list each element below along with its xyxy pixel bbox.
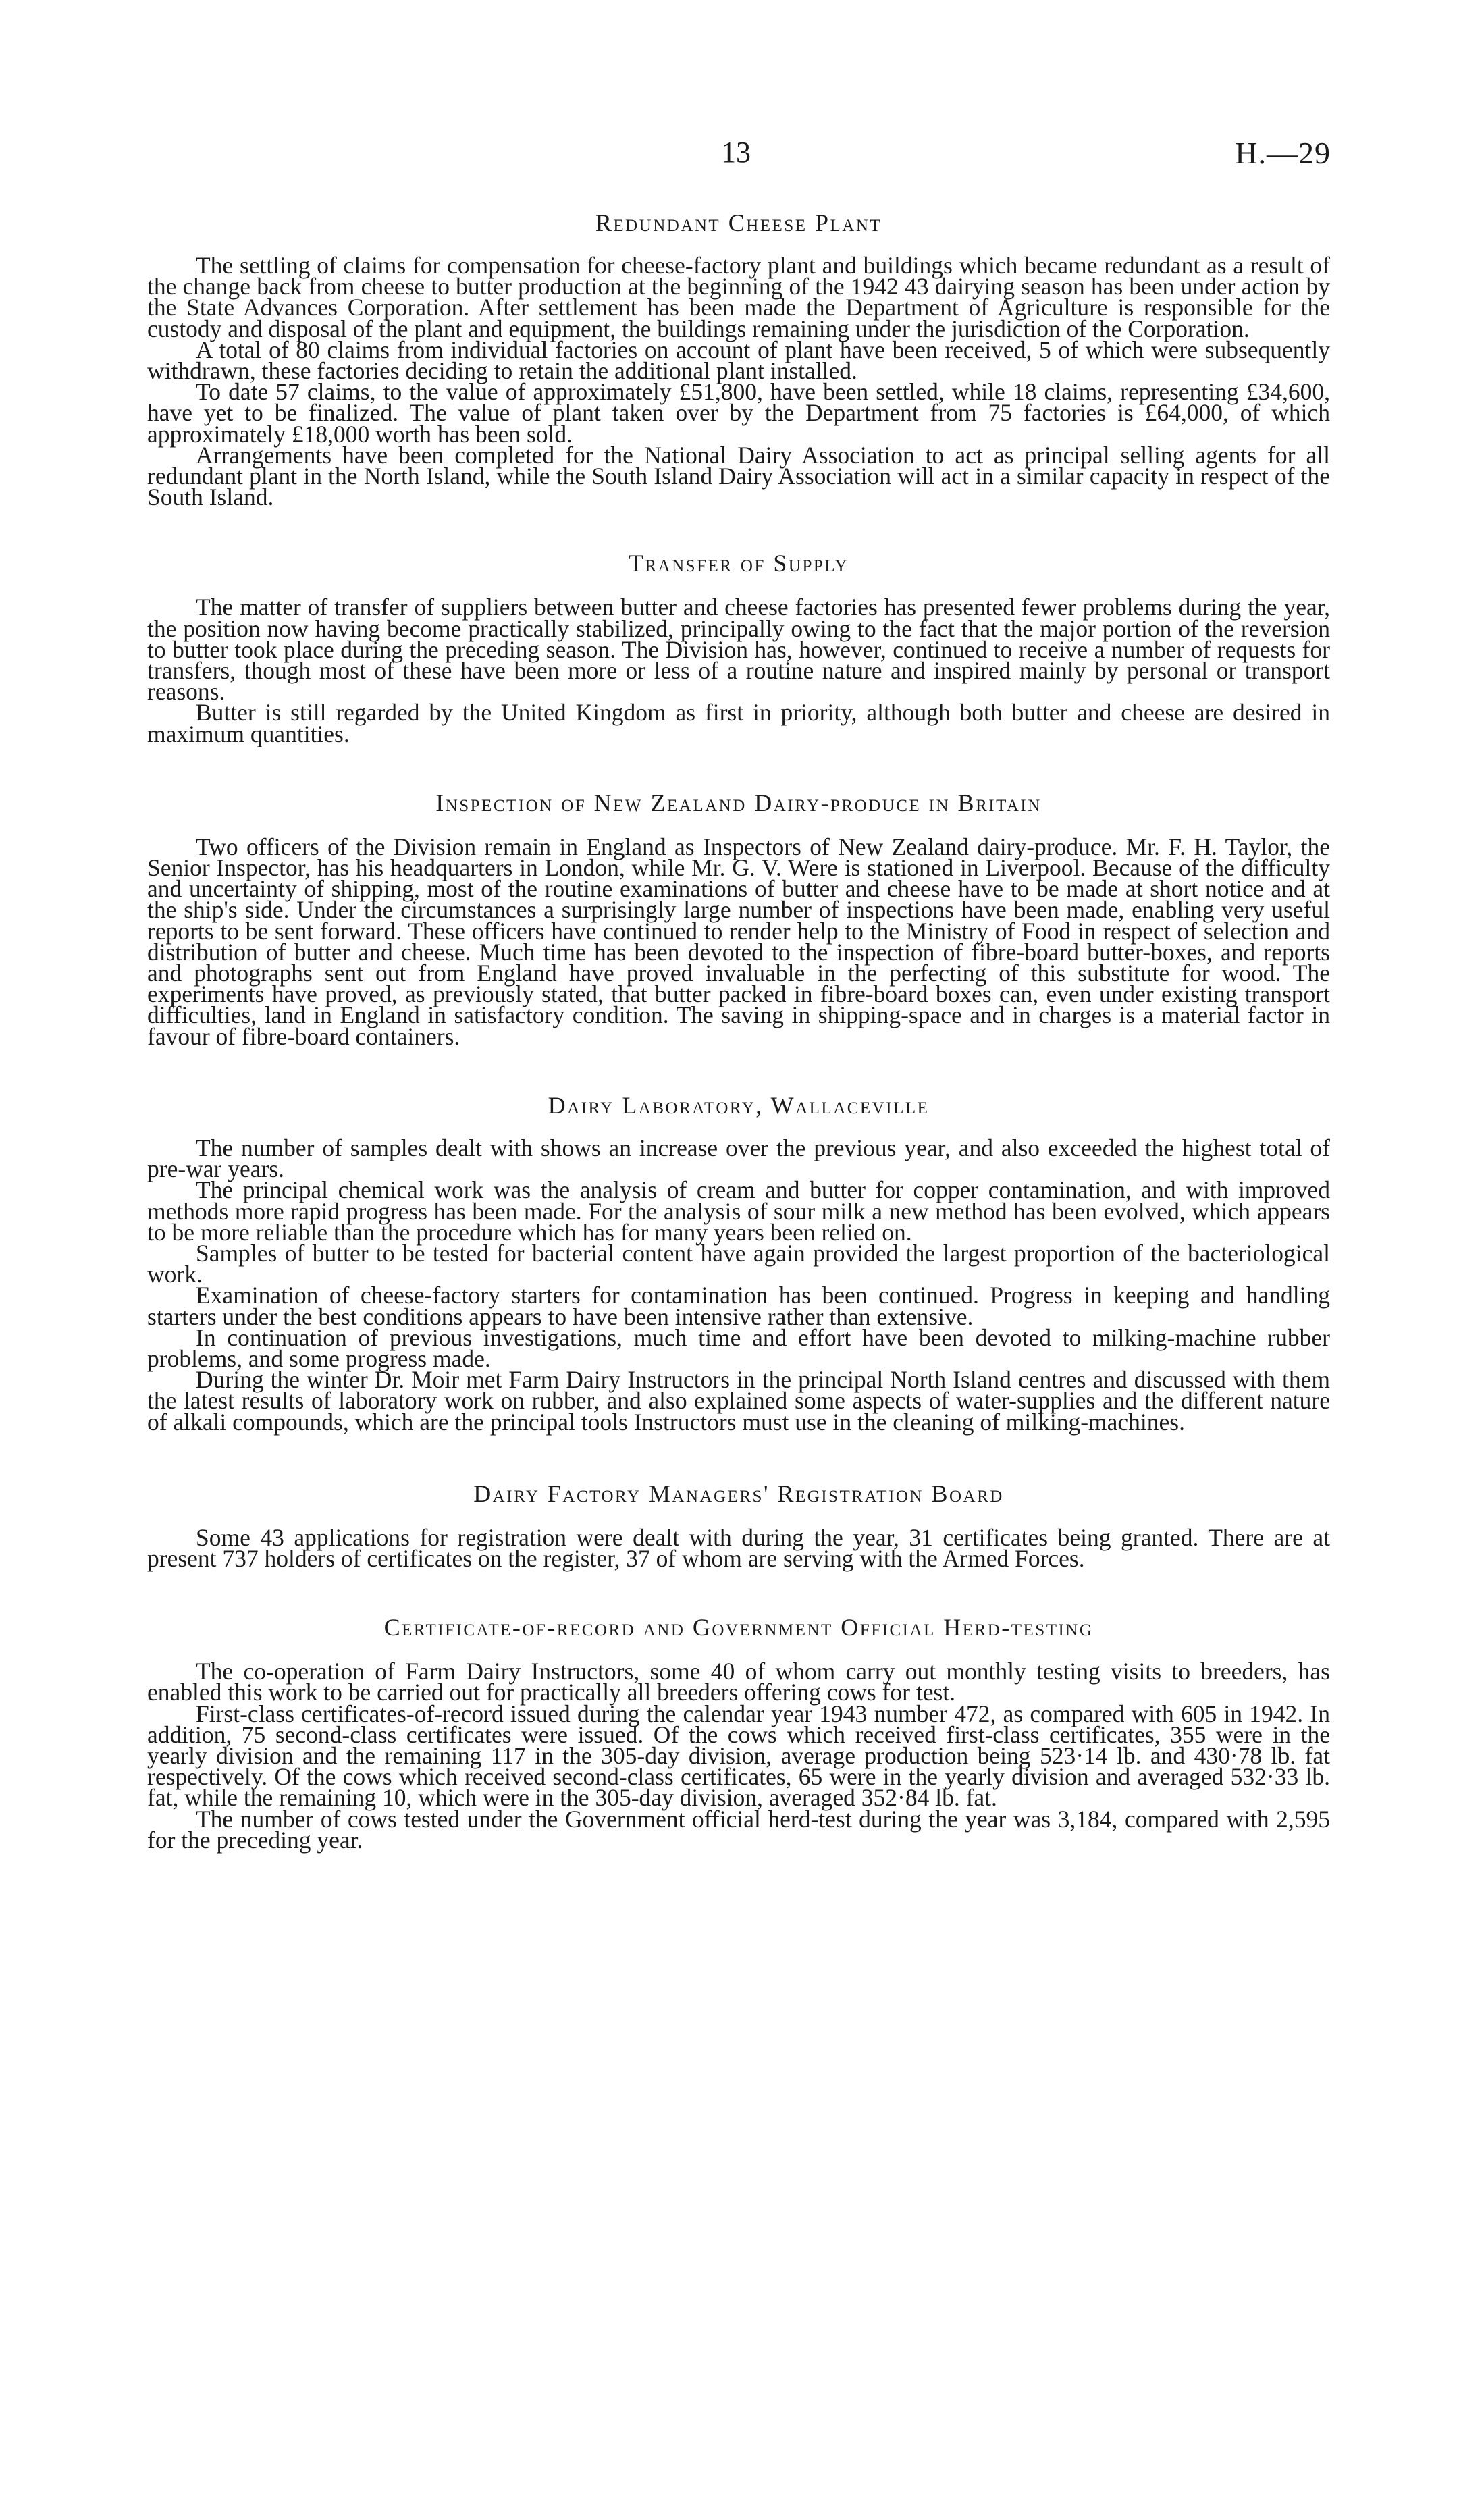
section-heading: Redundant Cheese Plant [595,209,882,236]
section-heading: Certificate-of-record and Government Official Herd-testing [383,1614,1094,1642]
paragraph: The settling of claims for compensation for cheese-factory plant and buildings which became redundant as a result of the change back from cheese to butter production at the beginning of the 1942 43 dairying season has been under action by the State Advances Corporation. After settlement has been made the Department of Agriculture is responsible for the custody and disposal of the plant and equipment, the buildings remaining under the jurisdiction of the Corporation. [147,252,1330,342]
section-heading: Dairy Laboratory, Wallaceville [548,1091,930,1119]
paragraph: Samples of butter to be tested for bacterial content have again provided the largest proportion of the bacteriological work. [147,1239,1330,1288]
paragraph: A total of 80 claims from individual factories on account of plant have been received, 5 of which were subsequently withdrawn, these factories deciding to retain the additional plant installed. [147,336,1330,385]
section-redundant-cheese-plant [147,209,1330,511]
section-registration-board [147,1479,1330,1572]
page-number: 13 [721,136,751,169]
document-reference: H.—29 [1235,136,1331,170]
paragraph: The co-operation of Farm Dairy Instructors, some 40 of whom carry out monthly testing visits to breeders, has enabled this work to be carried out for practically all breeders offering cows for test. [147,1658,1330,1706]
paragraph: The number of samples dealt with shows an increase over the previous year, and also exceeded the highest total of pre-war years. [147,1134,1330,1183]
paragraph: Arrangements have been completed for the National Dairy Association to act as principal selling agents for all redundant plant in the North Island, while the South Island Dairy Association will act in a similar capacity in respect of the South Island. [147,441,1330,511]
paragraph: Two officers of the Division remain in England as Inspectors of New Zealand dairy-produce. Mr. F. H. Taylor, the Senior Inspector, has his headquarters in London, while Mr. G. V. Were is stationed in Liverpool. Because of the difficulty and uncertainty of shipping, most of the routine examinations of butter and cheese have to be made at short notice and at the ship's side. Under the circumstances a surprisingly large number of inspections have been made, enabling very useful reports to be sent forward. These officers have continued to render help to the Ministry of Food in respect of selection and distribution of butter and cheese. Much time has been devoted to the inspection of fibre-board butter-boxes, and reports and photographs sent out from England have proved invaluable in the perfecting of this substitute for wood. The experiments have proved, as previously stated, that butter packed in fibre-board boxes can, even under existing transport difficulties, land in England in satisfactory condition. The saving in shipping-space and in charges is a material factor in favour of fibre-board containers. [147,833,1330,1050]
paragraph: Examination of cheese-factory starters for contamination has been continued. Progress in keeping and handling starters under the best conditions appears to have been intensive rather than extensive. [147,1282,1330,1330]
section-inspection-in-britain [147,789,1330,1050]
section-heading: Transfer of Supply [628,550,849,577]
paragraph: Butter is still regarded by the United Kingdom as first in priority, although both butter and cheese are desired in maximum quantities. [147,699,1330,747]
paragraph: The principal chemical work was the analysis of cream and butter for copper contamination, and with improved methods more rapid progress has been made. For the analysis of sour milk a new method has been evolved, which appears to be more reliable than the procedure which has for many years been relied on. [147,1176,1330,1246]
paragraph: First-class certificates-of-record issued during the calendar year 1943 number 472, as compared with 605 in 1942. In addition, 75 second-class certificates were issued. Of the cows which received first-class certificates, 355 were in the yearly division and the remaining 117 in the 305-day division, average production being 523·14 lb. and 430·78 lb. fat respectively. Of the cows which received second-class certificates, 65 were in the yearly division and averaged 532·33 lb. fat, while the remaining 10, which were in the 305-day division, averaged 352·84 lb. fat. [147,1700,1330,1812]
section-dairy-laboratory [147,1091,1330,1436]
paragraph: In continuation of previous investigations, much time and effort have been devoted to milking-machine rubber problems, and some progress made. [147,1323,1330,1372]
section-transfer-of-supply [147,550,1330,747]
paragraph: Some 43 applications for registration were dealt with during the year, 31 certificates being granted. There are at present 737 holders of certificates on the register, 37 of whom are serving with the Armed Forces. [147,1523,1330,1572]
section-heading: Dairy Factory Managers' Registration Board [473,1479,1004,1507]
paragraph: The matter of transfer of suppliers between butter and cheese factories has presented fewer problems during the year, the position now having become practically stabilized, principally owing to the fact that the major portion of the reversion to butter took place during the preceding season. The Division has, however, continued to receive a number of requests for transfers, though most of these have been more or less of a routine nature and inspired mainly by personal or transport reasons. [147,594,1330,706]
page-content [147,209,1330,1854]
paragraph: The number of cows tested under the Government official herd-test during the year was 3,184, compared with 2,595 for the preceding year. [147,1805,1330,1854]
page-header [0,135,1459,189]
section-heading: Inspection of New Zealand Dairy-produce in Britain [435,789,1042,816]
paragraph: To date 57 claims, to the value of approximately £51,800, have been settled, while 18 claims, representing £34,600, have yet to be finalized. The value of plant taken over by the Department from 75 factories is £64,000, of which approximately £18,000 worth has been sold. [147,378,1330,448]
section-herd-testing [147,1614,1330,1854]
paragraph: During the winter Dr. Moir met Farm Dairy Instructors in the principal North Island centres and discussed with them the latest results of laboratory work on rubber, and also explained some aspects of water-supplies and the different nature of alkali compounds, which are the principal tools Instructors must use in the cleaning of milking-machines. [147,1366,1330,1436]
